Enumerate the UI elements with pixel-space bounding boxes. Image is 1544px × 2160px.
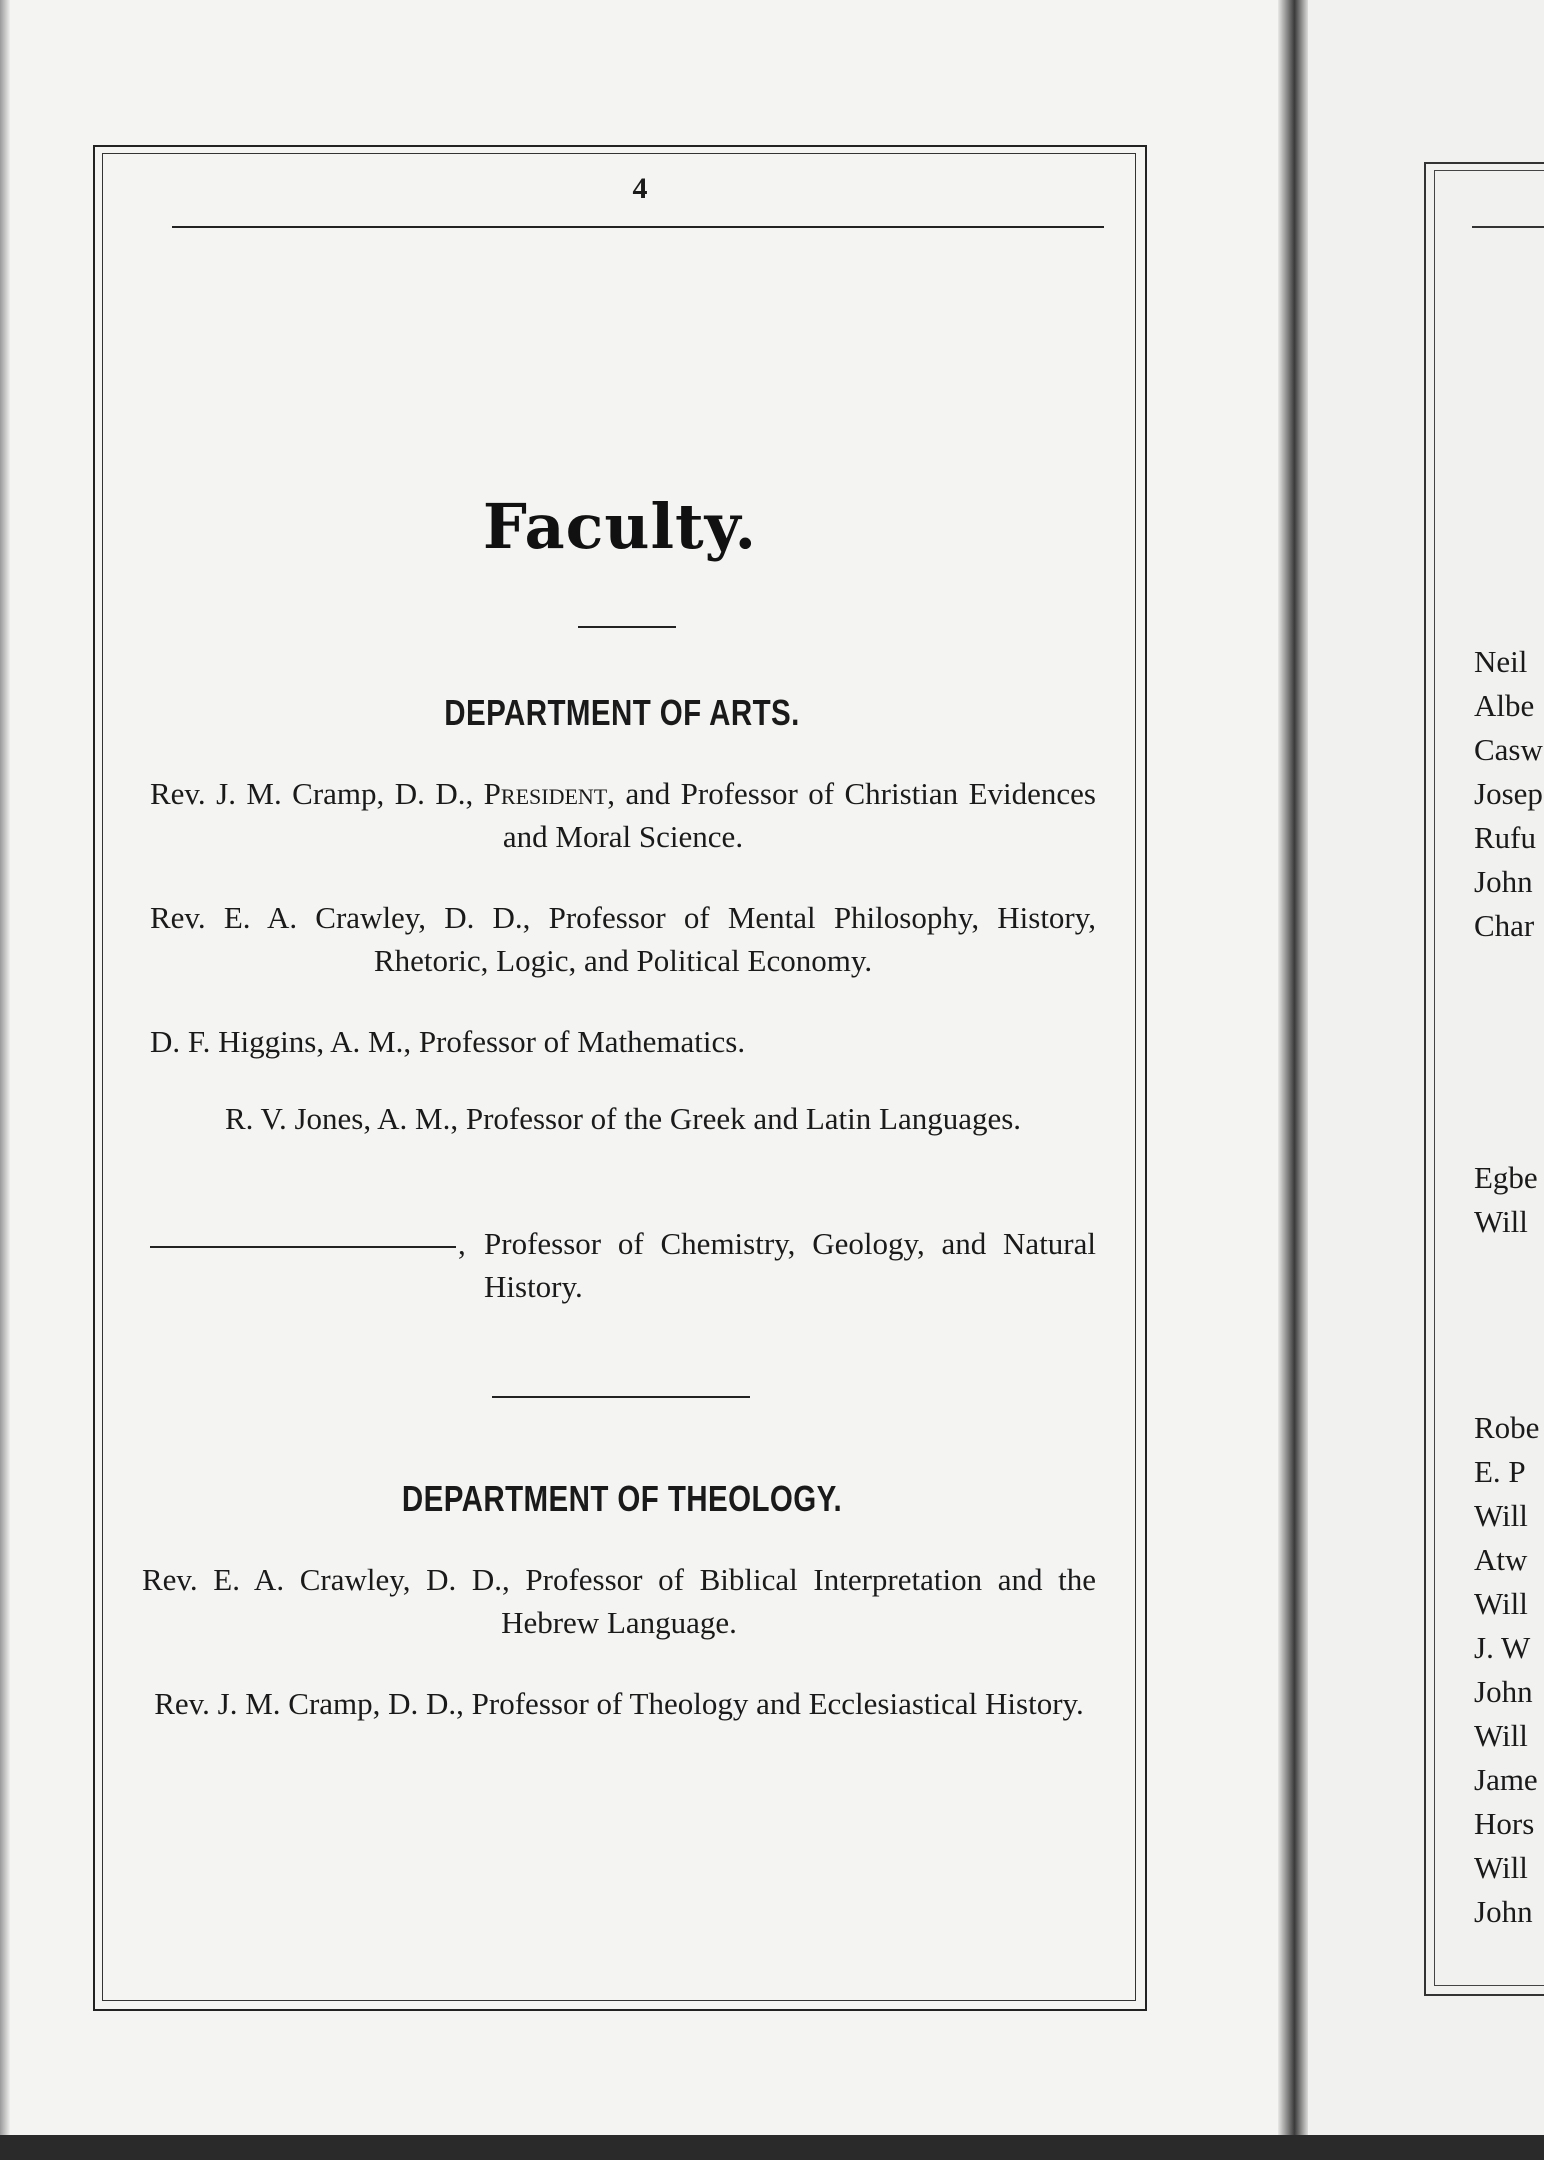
right-page-name-list xyxy=(1474,1406,1544,1934)
right-page-name-list xyxy=(1474,1156,1544,1244)
list-item: Hors xyxy=(1474,1806,1535,1841)
list-item: Casw xyxy=(1474,732,1543,767)
department-arts-heading: DEPARTMENT OF ARTS. xyxy=(444,692,800,733)
list-item: Josep xyxy=(1474,776,1543,811)
list-item: Albe xyxy=(1474,688,1535,723)
list-item: Jame xyxy=(1474,1762,1538,1797)
faculty-entry-jones: R. V. Jones, A. M., Professor of the Greek and Latin Languages. xyxy=(224,1101,1022,1136)
list-item: Will xyxy=(1474,1586,1528,1621)
list-item: Will xyxy=(1474,1850,1528,1885)
faculty-entry-cramp-theology: Rev. J. M. Cramp, D. D., Professor of Theology and Ecclesiastical History. xyxy=(154,1686,1084,1721)
president-title: President xyxy=(483,776,608,811)
list-item: Char xyxy=(1474,908,1535,943)
right-page-header-rule xyxy=(1472,226,1544,228)
entry-text: , and Professor of Christian Evidences and Moral Science. xyxy=(502,776,1096,854)
list-item: Neil xyxy=(1474,644,1528,679)
faculty-entry-higgins: D. F. Higgins, A. M., Professor of Mathematics. xyxy=(150,1024,746,1059)
entry-text: Rev. J. M. Cramp, D. D., xyxy=(150,776,484,811)
title-rule xyxy=(578,626,676,628)
page-number: 4 xyxy=(632,172,648,205)
list-item: Egbe xyxy=(1474,1160,1538,1195)
list-item: John xyxy=(1474,1674,1533,1709)
section-divider xyxy=(492,1396,750,1398)
faculty-entry-crawley-arts: Rev. E. A. Crawley, D. D., Professor of Mental Philosophy, History, Rhetoric, Logic, and Political Economy. xyxy=(150,900,1096,978)
list-item: Rufu xyxy=(1474,820,1536,855)
list-item: E. P xyxy=(1474,1454,1526,1489)
list-item: J. W xyxy=(1474,1630,1531,1665)
list-item: Atw xyxy=(1474,1542,1528,1577)
faculty-entry-vacant-chemistry: Professor of Chemistry, Geology, and Natural History. xyxy=(484,1226,1096,1304)
page-edge-shadow xyxy=(0,0,10,2135)
list-item: Robe xyxy=(1474,1410,1540,1445)
faculty-entry-cramp-arts xyxy=(150,772,1096,858)
header-rule xyxy=(172,226,1104,228)
vacant-name-line xyxy=(150,1246,456,1248)
list-item: Will xyxy=(1474,1718,1528,1753)
right-page-name-list xyxy=(1474,640,1544,948)
vacant-comma: , xyxy=(458,1226,466,1261)
book-gutter xyxy=(1278,0,1308,2135)
page-title: Faculty. xyxy=(482,490,758,563)
list-item: Will xyxy=(1474,1498,1528,1533)
department-theology-heading: DEPARTMENT OF THEOLOGY. xyxy=(401,1478,843,1519)
faculty-entry-crawley-theology: Rev. E. A. Crawley, D. D., Professor of Biblical Interpretation and the Hebrew Language. xyxy=(142,1562,1096,1640)
list-item: John xyxy=(1474,1894,1533,1929)
list-item: John xyxy=(1474,864,1533,899)
list-item: Will xyxy=(1474,1204,1528,1239)
